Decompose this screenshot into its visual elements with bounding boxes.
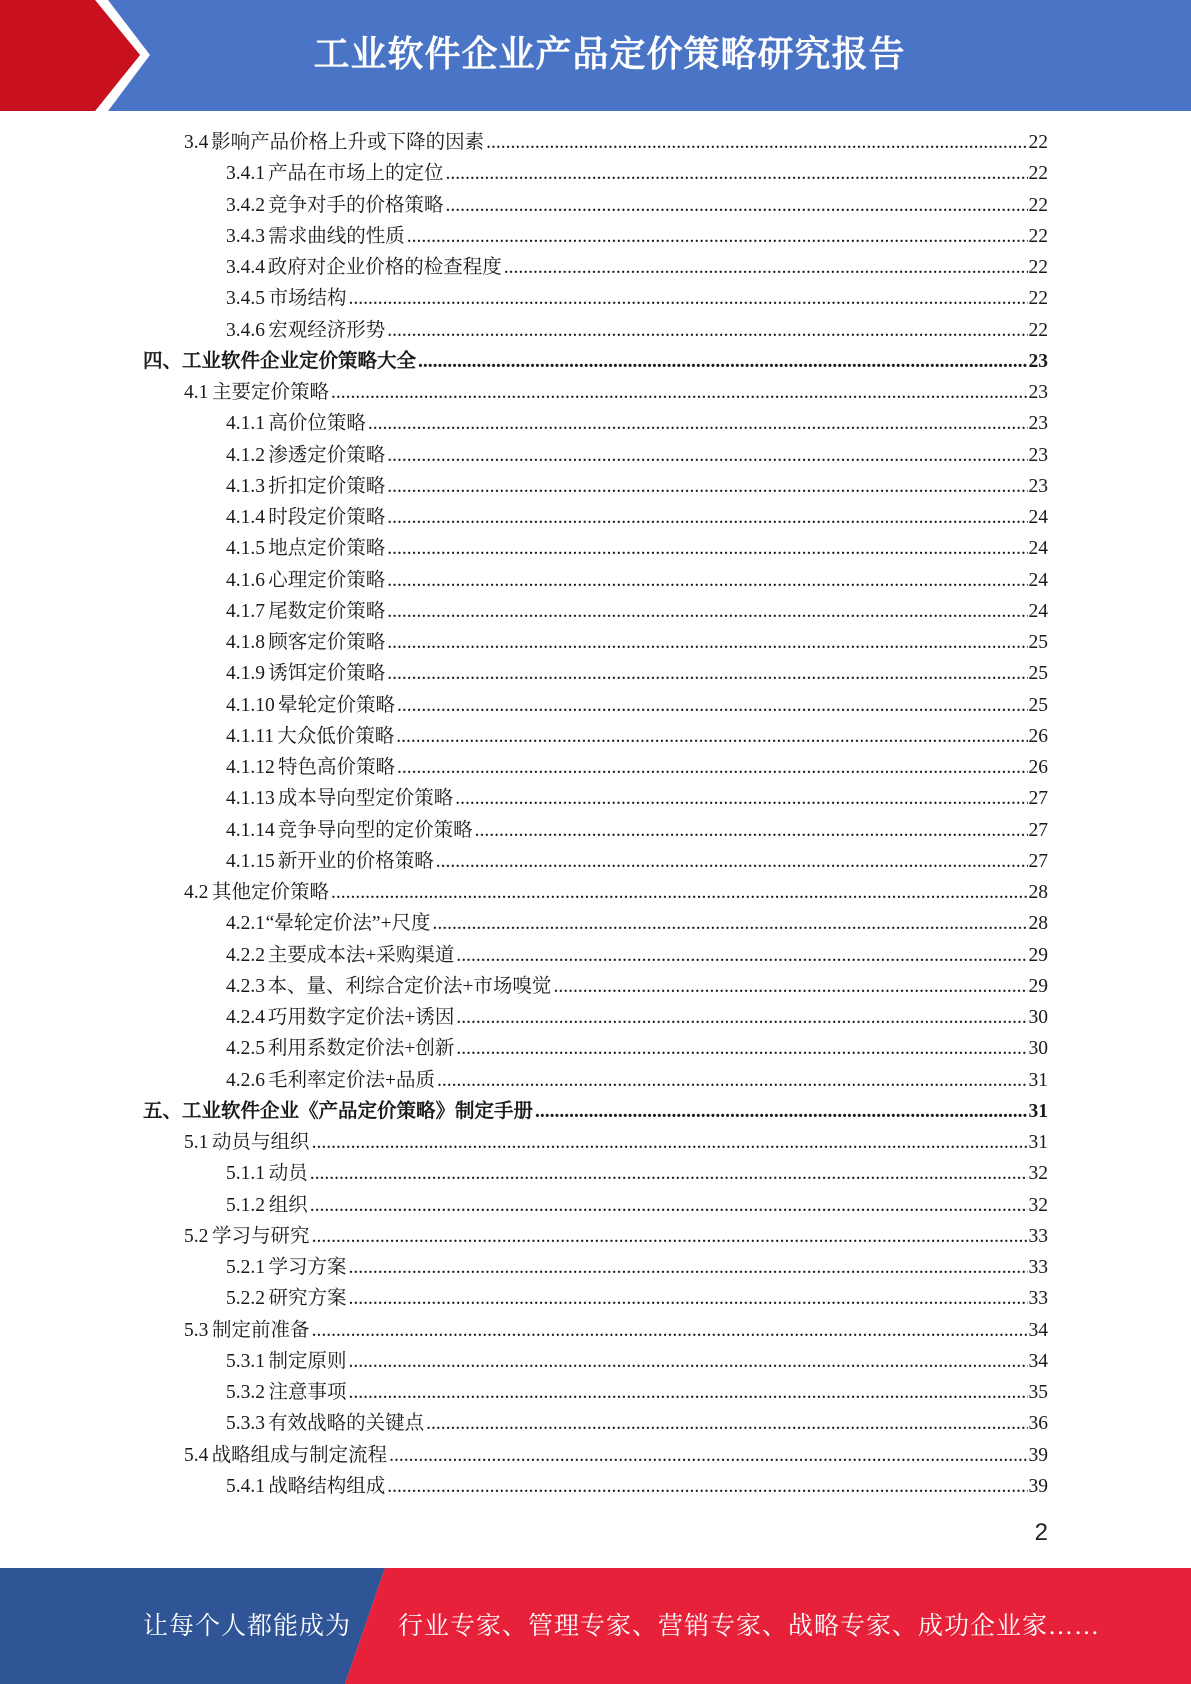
toc-entry-title: 尾数定价策略 — [268, 600, 386, 622]
toc-entry[interactable] — [226, 471, 1048, 502]
toc-dot-leader — [486, 127, 1027, 158]
toc-entry-number: 5.2.1 — [226, 1257, 265, 1278]
toc-entry-number: 5.3.2 — [226, 1382, 265, 1403]
toc-entry-page: 27 — [1028, 819, 1048, 841]
toc-entry-page: 22 — [1028, 288, 1048, 310]
toc-dot-leader — [396, 721, 1027, 752]
toc-entry-page: 33 — [1028, 1288, 1048, 1310]
toc-entry[interactable] — [226, 1377, 1048, 1408]
toc-entry-page: 30 — [1028, 1038, 1048, 1060]
toc-entry-number: 4.1.8 — [226, 632, 265, 653]
toc-entry-number: 3.4.4 — [226, 257, 265, 278]
toc-entry-title: 地点定价策略 — [268, 538, 386, 560]
toc-entry-title: 影响产品价格上升或下降的因素 — [211, 132, 485, 153]
toc-entry-title: 产品在市场上的定位 — [267, 163, 444, 185]
toc-dot-leader — [331, 877, 1028, 908]
toc-entry-page: 22 — [1028, 319, 1048, 341]
toc-entry-page: 24 — [1028, 600, 1048, 622]
footer-slogan-right: 行业专家、管理专家、营销专家、战略专家、成功企业家…… — [398, 1613, 1101, 1640]
toc-entry-number: 5.1 — [184, 1132, 209, 1153]
toc-dot-leader — [446, 190, 1028, 221]
toc-dot-leader — [387, 627, 1027, 658]
toc-dot-leader — [535, 1096, 1027, 1127]
toc-entry-number: 4.1.6 — [226, 569, 265, 591]
toc-entry-title: 竞争导向型的定价策略 — [277, 819, 473, 841]
toc-entry-number: 5.2.2 — [226, 1288, 265, 1310]
toc-entry[interactable] — [184, 377, 1048, 408]
toc-dot-leader — [312, 1221, 1028, 1252]
toc-entry-number: 5.1.2 — [226, 1194, 265, 1216]
toc-entry-number: 3.4 — [184, 132, 209, 153]
toc-entry-page: 30 — [1028, 1007, 1048, 1028]
toc-entry-number: 4.1.13 — [226, 788, 275, 810]
toc-entry-page: 24 — [1028, 507, 1048, 528]
toc-entry[interactable] — [226, 1283, 1048, 1314]
toc-entry-number: 5.4 — [184, 1444, 209, 1466]
toc-entry-page: 23 — [1028, 444, 1048, 466]
toc-entry-title: 战略组成与制定流程 — [211, 1444, 388, 1466]
toc-dot-leader — [387, 596, 1027, 627]
toc-dot-leader — [387, 658, 1027, 689]
toc-entry-page: 33 — [1028, 1257, 1048, 1278]
toc-entry-number: 4.2.2 — [226, 944, 265, 966]
toc-entry[interactable] — [226, 1158, 1048, 1189]
toc-dot-leader — [387, 533, 1027, 564]
toc-dot-leader — [312, 1127, 1028, 1158]
toc-entry-page: 23 — [1028, 350, 1048, 372]
toc-entry-title: 研究方案 — [268, 1288, 347, 1310]
toc-entry-number: 4.1.1 — [226, 413, 265, 435]
toc-dot-leader — [312, 1315, 1028, 1346]
toc-dot-leader — [387, 502, 1027, 533]
toc-entry-page: 25 — [1028, 694, 1048, 716]
toc-entry[interactable] — [184, 127, 1048, 158]
toc-entry[interactable] — [226, 1471, 1048, 1502]
toc-dot-leader — [349, 1377, 1028, 1408]
toc-dot-leader — [387, 471, 1027, 502]
toc-entry-title: 本、量、利综合定价法+市场嗅觉 — [267, 975, 552, 997]
toc-entry-title: 制定原则 — [268, 1350, 347, 1372]
toc-entry[interactable] — [226, 690, 1048, 721]
toc-entry-page: 26 — [1028, 757, 1048, 778]
report-title: 工业软件企业产品定价策略研究报告 — [313, 34, 906, 75]
toc-entry-page: 33 — [1028, 1225, 1048, 1247]
toc-entry-title: 组织 — [268, 1194, 308, 1216]
toc-dot-leader — [446, 158, 1028, 189]
toc-entry[interactable] — [184, 1440, 1048, 1471]
toc-dot-leader — [455, 783, 1027, 814]
toc-entry[interactable] — [226, 502, 1048, 533]
toc-entry-number: 4.1.14 — [226, 819, 275, 841]
toc-entry[interactable] — [226, 1065, 1048, 1096]
toc-entry-title: 五、工业软件企业《产品定价策略》制定手册 — [143, 1100, 534, 1122]
toc-entry-page: 31 — [1028, 1132, 1048, 1153]
toc-entry-title: 其他定价策略 — [211, 882, 329, 903]
toc-dot-leader — [387, 1471, 1027, 1502]
toc-entry-title: “晕轮定价法”+尺度 — [265, 913, 431, 935]
toc-entry-page: 35 — [1028, 1382, 1048, 1403]
toc-entry-page: 23 — [1028, 413, 1048, 435]
toc-entry[interactable] — [184, 1127, 1048, 1158]
toc-entry[interactable] — [226, 252, 1048, 283]
toc-entry-number: 3.4.6 — [226, 319, 265, 341]
toc-entry[interactable] — [226, 408, 1048, 439]
toc-dot-leader — [387, 565, 1027, 596]
toc-entry-title: 毛利率定价法+品质 — [268, 1069, 436, 1091]
toc-entry[interactable] — [226, 190, 1048, 221]
toc-entry-title: 诱饵定价策略 — [268, 663, 386, 685]
toc-entry-number: 4.1.5 — [226, 538, 265, 560]
toc-dot-leader — [349, 1252, 1028, 1283]
toc-entry[interactable] — [184, 1221, 1048, 1252]
page-header — [0, 0, 1191, 111]
toc-entry-number: 4.2.1 — [226, 913, 265, 935]
toc-entry[interactable] — [226, 1002, 1048, 1033]
page-number: 2 — [1034, 1519, 1048, 1546]
toc-entry-title: 学习方案 — [268, 1257, 347, 1278]
toc-entry[interactable] — [226, 783, 1048, 814]
toc-dot-leader — [456, 940, 1027, 971]
toc-entry[interactable] — [226, 1190, 1048, 1221]
toc-entry[interactable] — [226, 596, 1048, 627]
toc-entry-number: 4.1.2 — [226, 444, 265, 466]
toc-entry[interactable] — [226, 440, 1048, 471]
toc-entry-number: 4.2.4 — [226, 1007, 265, 1028]
toc-entry-page: 32 — [1028, 1194, 1048, 1216]
toc-chapter-entry[interactable] — [143, 1096, 1048, 1127]
toc-entry-page: 22 — [1028, 225, 1048, 247]
toc-entry-title: 有效战略的关键点 — [268, 1413, 425, 1435]
toc-entry-number: 3.4.2 — [226, 194, 265, 216]
toc-entry[interactable] — [226, 158, 1048, 189]
toc-entry-number: 4.1 — [184, 382, 209, 403]
toc-entry-title: 动员与组织 — [212, 1132, 310, 1153]
toc-dot-leader — [504, 252, 1028, 283]
toc-entry[interactable] — [226, 565, 1048, 596]
toc-entry-title: 特色高价策略 — [277, 757, 395, 778]
toc-entry-title: 成本导向型定价策略 — [277, 788, 454, 810]
toc-entry-page: 23 — [1028, 475, 1048, 497]
toc-entry[interactable] — [226, 1346, 1048, 1377]
toc-dot-leader — [397, 752, 1028, 783]
toc-entry-number: 3.4.1 — [226, 163, 265, 185]
toc-entry-number: 5.3.1 — [226, 1350, 265, 1372]
toc-entry-page: 34 — [1028, 1350, 1048, 1372]
toc-entry-title: 折扣定价策略 — [268, 475, 386, 497]
toc-entry-number: 4.2 — [184, 882, 209, 903]
toc-entry-title: 新开业的价格策略 — [277, 850, 434, 872]
toc-entry-page: 22 — [1028, 194, 1048, 216]
toc-entry-page: 36 — [1028, 1413, 1048, 1435]
toc-entry-page: 27 — [1028, 788, 1048, 810]
toc-entry-title: 政府对企业价格的检查程度 — [267, 257, 502, 278]
toc-entry-page: 31 — [1028, 1069, 1048, 1091]
toc-entry-page: 22 — [1028, 163, 1048, 185]
toc-entry-title: 心理定价策略 — [268, 569, 386, 591]
toc-dot-leader — [389, 1440, 1027, 1471]
toc-entry[interactable] — [226, 846, 1048, 877]
toc-entry-number: 4.2.3 — [226, 975, 265, 997]
toc-entry-title: 注意事项 — [268, 1382, 347, 1403]
toc-entry-title: 利用系数定价法+创新 — [267, 1038, 455, 1060]
toc-entry-number: 5.3.3 — [226, 1413, 265, 1435]
toc-entry[interactable] — [226, 315, 1048, 346]
toc-entry-page: 24 — [1028, 569, 1048, 591]
toc-entry-title: 主要成本法+采购渠道 — [267, 944, 455, 966]
toc-entry-number: 4.1.7 — [226, 600, 265, 622]
toc-entry-page: 28 — [1028, 882, 1048, 903]
toc-entry-number: 5.2 — [184, 1225, 209, 1247]
toc-entry[interactable] — [226, 971, 1048, 1002]
toc-entry[interactable] — [226, 721, 1048, 752]
toc-dot-leader — [407, 221, 1028, 252]
toc-entry-title: 学习与研究 — [212, 1225, 310, 1247]
toc-entry-page: 32 — [1028, 1163, 1048, 1185]
toc-entry-title: 时段定价策略 — [268, 507, 386, 528]
toc-entry[interactable] — [184, 877, 1048, 908]
toc-entry[interactable] — [226, 1408, 1048, 1439]
toc-dot-leader — [418, 346, 1027, 377]
toc-entry-title: 渗透定价策略 — [268, 444, 386, 466]
toc-chapter-entry[interactable] — [143, 346, 1048, 377]
toc-entry[interactable] — [226, 627, 1048, 658]
toc-entry-title: 市场结构 — [268, 288, 347, 310]
toc-entry-number: 4.1.11 — [226, 725, 275, 747]
toc-entry-number: 4.1.15 — [226, 850, 275, 872]
toc-dot-leader — [436, 846, 1028, 877]
toc-dot-leader — [331, 377, 1028, 408]
page-footer — [0, 1568, 1191, 1684]
toc-entry-title: 晕轮定价策略 — [277, 694, 395, 716]
toc-dot-leader — [310, 1158, 1028, 1189]
toc-dot-leader — [368, 408, 1028, 439]
toc-entry-number: 4.1.4 — [226, 507, 265, 528]
toc-entry-page: 26 — [1028, 725, 1048, 747]
toc-entry-page: 24 — [1028, 538, 1048, 560]
toc-entry-page: 25 — [1028, 663, 1048, 685]
toc-entry-number: 5.3 — [184, 1319, 209, 1341]
toc-entry-number: 4.1.3 — [226, 475, 265, 497]
toc-entry-page: 27 — [1028, 850, 1048, 872]
toc-entry-number: 4.1.10 — [226, 694, 275, 716]
toc-entry-page: 31 — [1028, 1100, 1048, 1122]
toc-dot-leader — [349, 283, 1028, 314]
toc-entry-title: 需求曲线的性质 — [268, 225, 405, 247]
toc-entry-number: 4.2.5 — [226, 1038, 265, 1060]
toc-entry[interactable] — [226, 908, 1048, 939]
toc-entry-page: 34 — [1028, 1319, 1048, 1341]
toc-entry-title: 四、工业软件企业定价策略大全 — [143, 350, 417, 372]
toc-dot-leader — [397, 690, 1028, 721]
toc-entry[interactable] — [226, 221, 1048, 252]
toc-entry-page: 29 — [1028, 944, 1048, 966]
toc-entry-title: 高价位策略 — [268, 413, 366, 435]
toc-dot-leader — [432, 908, 1027, 939]
toc-entry[interactable] — [226, 658, 1048, 689]
toc-entry-number: 3.4.5 — [226, 288, 265, 310]
toc-entry-title: 主要定价策略 — [211, 382, 329, 403]
toc-dot-leader — [349, 1283, 1028, 1314]
toc-entry[interactable] — [226, 752, 1048, 783]
toc-entry-number: 4.1.9 — [226, 663, 265, 685]
toc-dot-leader — [349, 1346, 1028, 1377]
toc-entry[interactable] — [226, 1252, 1048, 1283]
toc-dot-leader — [310, 1190, 1028, 1221]
toc-entry[interactable] — [226, 940, 1048, 971]
footer-slogan-left: 让每个人都能成为 — [143, 1613, 352, 1640]
toc-dot-leader — [437, 1065, 1027, 1096]
toc-entry-title: 动员 — [268, 1163, 308, 1185]
toc-entry-page: 22 — [1028, 257, 1048, 278]
toc-entry-page: 39 — [1028, 1444, 1048, 1466]
toc-entry[interactable] — [184, 1315, 1048, 1346]
toc-entry-page: 39 — [1028, 1475, 1048, 1497]
toc-entry-title: 巧用数字定价法+诱因 — [267, 1007, 455, 1028]
toc-dot-leader — [475, 815, 1028, 846]
toc-entry[interactable] — [226, 283, 1048, 314]
toc-entry[interactable] — [226, 815, 1048, 846]
toc-dot-leader — [426, 1408, 1027, 1439]
toc-entry-title: 制定前准备 — [212, 1319, 310, 1341]
toc-entry-page: 28 — [1028, 913, 1048, 935]
toc-entry-page: 22 — [1028, 132, 1048, 153]
toc-entry-page: 23 — [1028, 382, 1048, 403]
toc-entry-page: 29 — [1028, 975, 1048, 997]
toc-entry-title: 竞争对手的价格策略 — [267, 194, 444, 216]
toc-entry-number: 4.2.6 — [226, 1069, 265, 1091]
toc-entry-number: 3.4.3 — [226, 225, 265, 247]
toc-dot-leader — [387, 440, 1027, 471]
toc-dot-leader — [387, 315, 1027, 346]
toc-entry-number: 4.1.12 — [226, 757, 275, 778]
toc-entry-title: 战略结构组成 — [268, 1475, 386, 1497]
toc-dot-leader — [553, 971, 1027, 1002]
toc-dot-leader — [456, 1033, 1027, 1064]
toc-entry[interactable] — [226, 533, 1048, 564]
toc-entry[interactable] — [226, 1033, 1048, 1064]
toc-entry-title: 顾客定价策略 — [268, 632, 386, 653]
toc-entry-title: 大众低价策略 — [277, 725, 395, 747]
toc-dot-leader — [456, 1002, 1027, 1033]
toc-entry-number: 5.1.1 — [226, 1163, 265, 1185]
toc-entry-number: 5.4.1 — [226, 1475, 265, 1497]
toc-entry-page: 25 — [1028, 632, 1048, 653]
toc-entry-title: 宏观经济形势 — [268, 319, 386, 341]
